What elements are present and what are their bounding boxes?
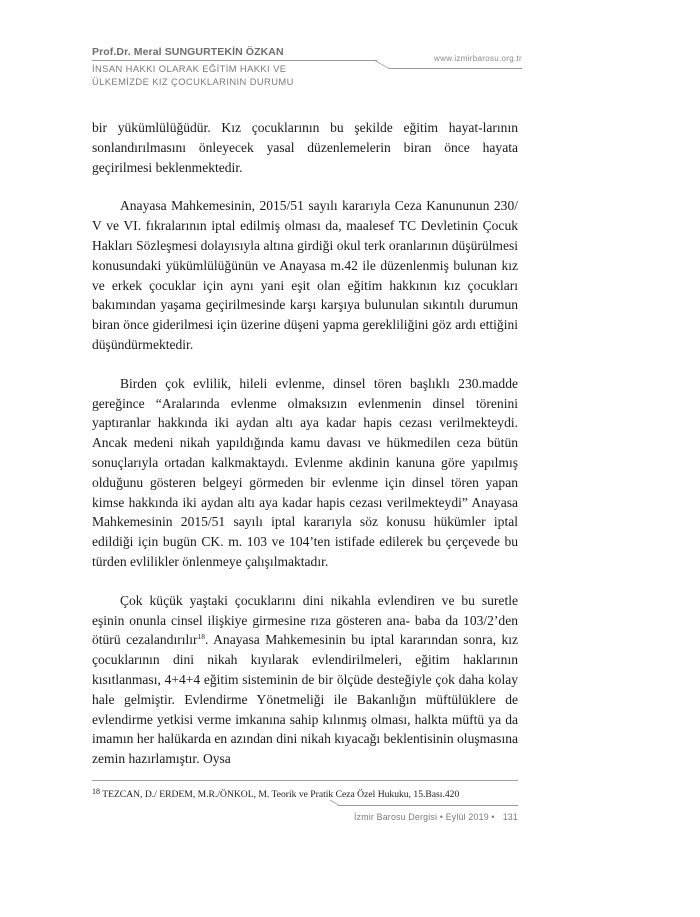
header-rule-right xyxy=(389,68,522,69)
article-body xyxy=(92,118,518,769)
footnote xyxy=(92,786,518,801)
footnote-reference[interactable]: 18 xyxy=(197,632,206,642)
header-rule-left xyxy=(92,60,377,61)
footnote-divider xyxy=(92,780,518,781)
header-title-line-2: ÜLKEMİZDE KIZ ÇOCUKLARININ DURUMU xyxy=(92,76,294,87)
paragraph-4 xyxy=(92,591,518,769)
footer-journal: İzmir Barosu Dergisi • Eylül 2019 • xyxy=(353,812,495,822)
running-header xyxy=(92,46,522,96)
paragraph-1: bir yükümlülüğüdür. Kız çocuklarının bu şekilde eğitim hayat-larının sonlandırılmasını önleyecek yasal düzenlemelerin biran önce hayata geçirilmesi beklenmektedir. xyxy=(92,120,518,175)
footnote-text: TEZCAN, D./ ERDEM, M.R./ÖNKOL, M. Teorik ve Pratik Ceza Özel Hukuku, 15.Bası.420 xyxy=(100,789,460,800)
paragraph-2: Anayasa Mahkemesinin, 2015/51 sayılı kararıyla Ceza Kanununun 230/ V ve VI. fıkralarının iptal edilmiş olması da, maalesef TC Devletinin Çocuk Hakları Sözleşmesi dolayısıyla altına girdiği okul terk oranlarının düşürülmesi konusundaki yükümlülüğünün ve Anayasa m.42 ile düzenlenmiş bulunan kız ve erkek çocuklar için aynı yani eşit olan eğitim hakkının kız çocukları bakımından yaşama geçirilmesinde karşı karşıya bulunulan sıkıntılı durumun biran önce giderilmesi için üzerine düşeni yapma gerekliliğini göz ardı ettiğini düşündürmektedir. xyxy=(92,198,518,352)
paragraph-4-text-end: . Anayasa Mahkemesinin bu iptal kararından sonra, kız çocuklarının dini nikah kıyılarak evlendirilmeleri, eğitim haklarının kısıtlanması, 4+4+4 eğitim sisteminin de bir ölçüde desteğiyle çok daha kolay hale gelmiştir. Evlendirme Yönetmeliği ile Bakanlığın müftülüklere de evlendirme yetkisi verme imkanına sahip kılınmış olması, halkta müftü ya da imamın her halükarda en azından dini nikah kıyacağı beklentisinin oluşmasına zemin hazırlamıştır. Oysa xyxy=(92,632,518,767)
paragraph-4-text-start: Çok küçük yaştaki çocuklarını dini nikahla evlendiren ve bu suretle eşinin onunla cinsel ilişkiye girmesine rıza gösteren ana- baba da 103/2’den ötürü cezalandırılır xyxy=(92,592,518,648)
footnote-number: 18 xyxy=(92,787,100,796)
footer-text xyxy=(354,812,518,822)
footer-rule xyxy=(338,805,518,806)
header-website: www.izmirbarosu.org.tr xyxy=(434,54,522,63)
running-footer xyxy=(330,800,518,830)
paragraph-3: Birden çok evlilik, hileli evlenme, dinsel tören başlıklı 230.madde gereğince “Aralarında evlenme olmaksızın evlenmenin dinsel törenini yaptıranlar hakkında iki aydan altı aya kadar hapis cezası verilmekteydi. Ancak medeni nikah yapıldığında kamu davası ve hükmedilen ceza bütün sonuçlarıyla ortadan kalkmaktaydı. Evlenme akdinin kanuna göre yapılmış olduğunu gösteren belgeyi görmeden bir evlenme için dinsel tören yapan kimse hakkında iki aydan altı aya kadar hapis cezası verilmekteydi” Anayasa Mahkemesinin 2015/51 sayılı iptal kararıyla söz konusu hükümler iptal edildiği için bugün CK. m. 103 ve 104’ten istifade edilerek bu çerçevede bu türden evlilikler önlenmeye çalışılmaktadır. xyxy=(92,375,518,569)
page-number: 131 xyxy=(502,812,518,822)
header-title-line-1: İNSAN HAKKI OLARAK EĞİTİM HAKKI VE xyxy=(92,63,287,74)
header-author: Prof.Dr. Meral SUNGURTEKİN ÖZKAN xyxy=(92,46,284,58)
header-rule-step xyxy=(374,60,390,69)
